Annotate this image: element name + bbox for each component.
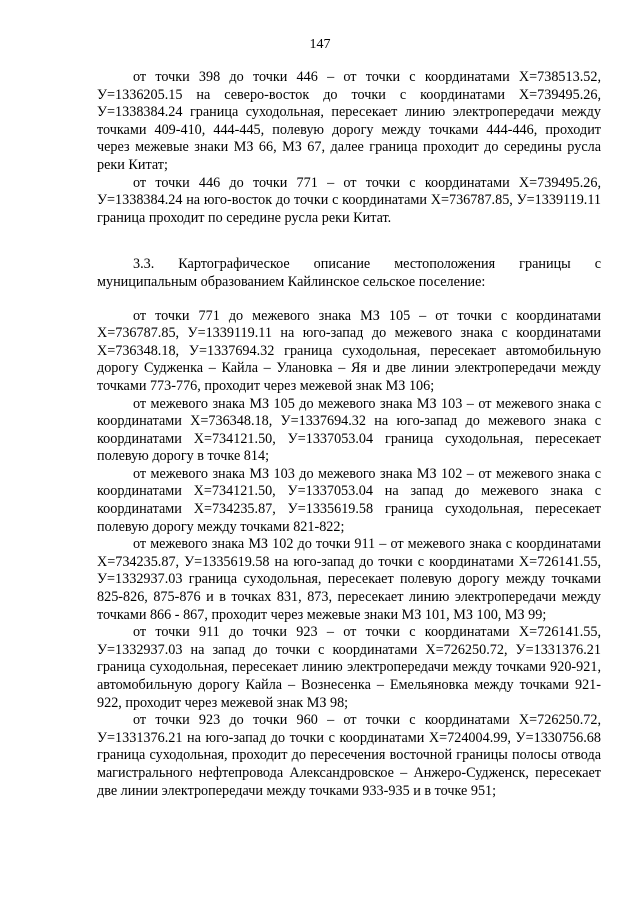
paragraph-911-923: от точки 911 до точки 923 – от точки с координатами Х=726141.55, У=1332937.03 на запад до точки с координатами Х=726250.72, У=1331376.21 граница суходольная, пересекает линию электропередачи между точками 920-921, автомобильную дорогу Кайла – Вознесенка – Емельяновка между точками 921-922, проходит через межевой знак МЗ 98; (97, 624, 601, 711)
section-spacer (97, 227, 601, 256)
heading-spacer (97, 292, 601, 308)
paragraph-771-mz105: от точки 771 до межевого знака МЗ 105 – от точки с координатами Х=736787.85, У=1339119.11 на юго-запад до межевого знака с координатами Х=736348.18, У=1337694.32 граница суходольная, пересекает автомобильную дорогу Судженка – Кайла – Улановка – Яя и две линии электропередачи между точками 773-776, проходит через межевой знак МЗ 106; (97, 307, 601, 394)
section-heading-3-3: 3.3. Картографическое описание местоположения границы с муниципальным образованием Кайлинское сельское поселение: (97, 256, 601, 290)
paragraph-398-446: от точки 398 до точки 446 – от точки с координатами Х=738513.52, У=1336205.15 на северо-восток до точки с координатами Х=739495.26, У=1338384.24 граница суходольная, пересекает линию электропередачи между точками 409-410, 444-445, полевую дорогу между точками 444-446, проходит через межевые знаки МЗ 66, МЗ 67, далее граница проходит до середины русла реки Китат; (97, 69, 601, 173)
page-number: 147 (309, 37, 331, 52)
paragraph-446-771: от точки 446 до точки 771 – от точки с координатами Х=739495.26, У=1338384.24 на юго-восток до точки с координатами Х=736787.85, У=1339119.11 граница проходит по середине русла реки Китат. (97, 174, 601, 226)
paragraph-mz105-mz103: от межевого знака МЗ 105 до межевого знака МЗ 103 – от межевого знака с координатами Х=736348.18, У=1337694.32 на юго-запад до межевого знака с координатами Х=734121.50, У=1337053.04 граница суходольная, пересекает полевую дорогу в точке 814; (97, 395, 601, 465)
paragraph-923-960: от точки 923 до точки 960 – от точки с координатами Х=726250.72, У=1331376.21 на юго-запад до точки с координатами Х=724004.99, У=1330756.68 граница суходольная, проходит до пересечения восточной границы полосы отвода магистрального нефтепровода Александровское – Анжеро-Судженск, пересекает две линии электропередачи между точками 933-935 и в точке 951; (97, 712, 601, 799)
paragraph-mz102-911: от межевого знака МЗ 102 до точки 911 – от межевого знака с координатами Х=734235.87, У=1335619.58 на юго-запад до точки с координатами Х=726141.55, У=1332937.03 граница суходольная, пересекает полевую дорогу между точками 825-826, 875-876 и в точках 831, 873, пересекает линию электропередачи между точками 866 - 867, проходит через межевые знаки МЗ 101, МЗ 100, МЗ 99; (97, 536, 601, 623)
document-body (97, 69, 601, 800)
paragraph-mz103-mz102: от межевого знака МЗ 103 до межевого знака МЗ 102 – от межевого знака с координатами Х=734121.50, У=1337053.04 на запад до межевого знака с координатами Х=734235.87, У=1335619.58 граница суходольная, пересекает полевую дорогу между точками 821-822; (97, 465, 601, 535)
